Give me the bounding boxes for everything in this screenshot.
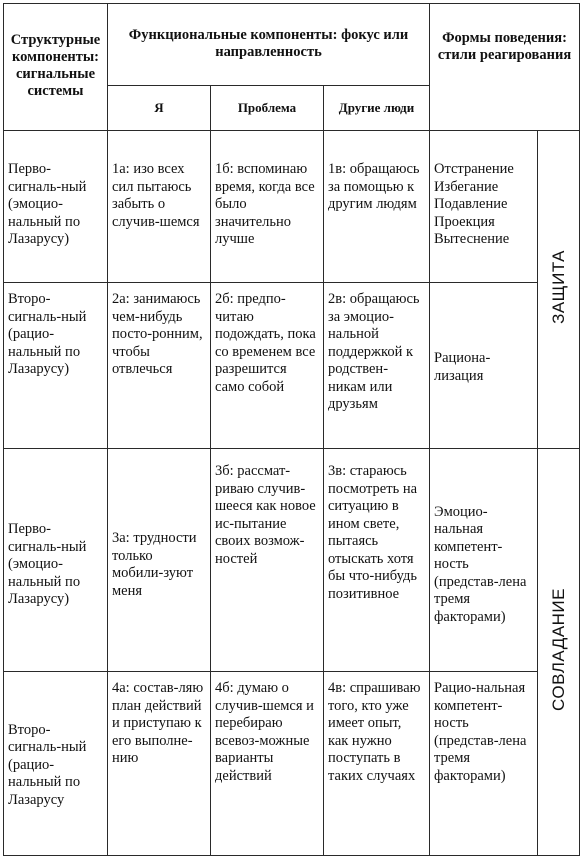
row-1-forms: Отстранение Избегание Подавление Проекция Вытеснение: [430, 131, 538, 283]
row-1-self: 1а: изо всех сил пытаюсь забыть о случив-шемся: [108, 131, 211, 283]
header-structural: Структурные компоненты: сигнальные системы: [4, 4, 108, 131]
row-2-problem: 2б: предпо-читаю подождать, пока со временем все разрешится само собой: [211, 283, 324, 449]
header-forms: Формы поведения: стили реагирования: [430, 4, 580, 131]
group-coping-label: СОВЛАДАНИЕ: [538, 449, 580, 856]
row-4-others: 4в: спрашиваю того, кто уже имеет опыт, как нужно поступать в таких случаях: [324, 672, 430, 856]
row-2-label: Второ-сигналь-ный (рацио-нальный по Лазарусу): [4, 283, 108, 449]
row-4-label: Второ-сигналь-ный (рацио-нальный по Лазарусу: [4, 672, 108, 856]
row-3-problem: 3б: рассмат-риваю случив-шееся как новое ис-пытание своих возмож-ностей: [211, 449, 324, 672]
row-4-forms: Рацио-нальная компетент-ность (представ-лена тремя факторами): [430, 672, 538, 856]
header-functional: Функциональные компоненты: фокус или направленность: [108, 4, 430, 86]
row-3-self: 3а: трудности только мобили-зуют меня: [108, 449, 211, 672]
row-4-self: 4а: состав-ляю план действий и приступаю к его выполне-нию: [108, 672, 211, 856]
subheader-others: Другие люди: [324, 86, 430, 131]
subheader-problem: Проблема: [211, 86, 324, 131]
row-4-problem: 4б: думаю о случив-шемся и перебираю всевоз-можные варианты действий: [211, 672, 324, 856]
row-3-others: 3в: стараюсь посмотреть на ситуацию в ином свете, пытаясь отыскать хотя бы что-нибудь позитивное: [324, 449, 430, 672]
group-defense-label: ЗАЩИТА: [538, 131, 580, 449]
row-2-others: 2в: обращаюсь за эмоцио-нальной поддержкой к родствен-никам или друзьям: [324, 283, 430, 449]
row-3-label: Перво-сигналь-ный (эмоцио-нальный по Лазарусу): [4, 449, 108, 672]
row-1-others: 1в: обращаюсь за помощью к другим людям: [324, 131, 430, 283]
row-2-self: 2а: занимаюсь чем-нибудь посто-ронним, чтобы отвлечься: [108, 283, 211, 449]
subheader-self: Я: [108, 86, 211, 131]
row-1-problem: 1б: вспоминаю время, когда все было значительно лучше: [211, 131, 324, 283]
row-2-forms: Рациона-лизация: [430, 283, 538, 449]
coping-styles-table: [3, 3, 580, 856]
row-3-forms: Эмоцио-нальная компетент-ность (представ-лена тремя факторами): [430, 449, 538, 672]
row-1-label: Перво-сигналь-ный (эмоцио-нальный по Лазарусу): [4, 131, 108, 283]
